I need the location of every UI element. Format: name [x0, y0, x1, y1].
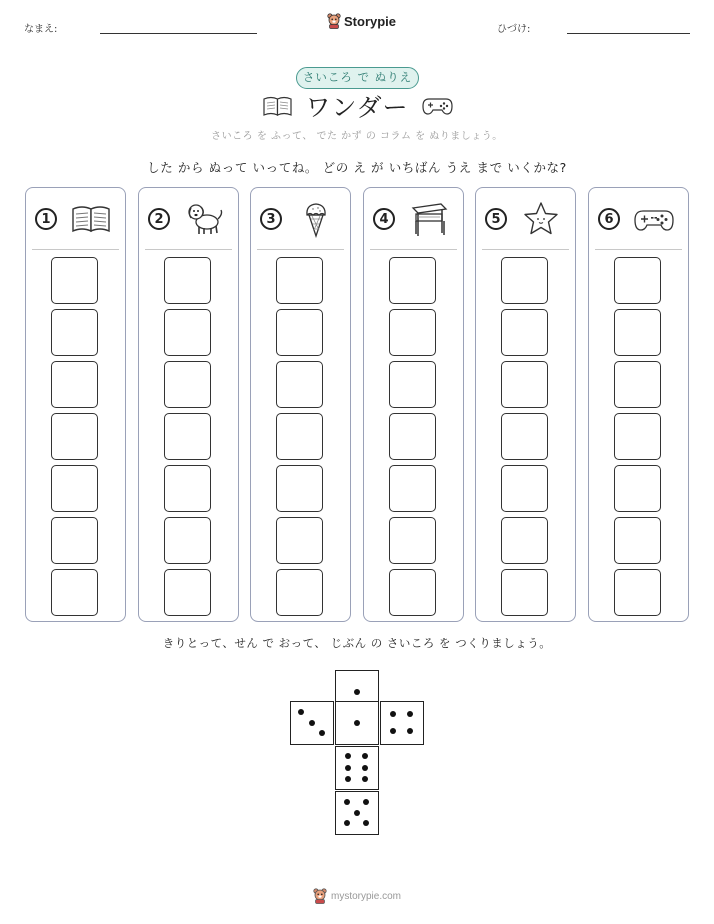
footer [0, 888, 714, 904]
column-divider [595, 249, 682, 250]
die-net [290, 670, 424, 836]
school-desk-icon [408, 200, 450, 238]
coloring-box[interactable] [614, 257, 661, 304]
die-pip [354, 689, 360, 695]
coloring-box[interactable] [389, 257, 436, 304]
column-number: 1 [35, 208, 57, 230]
die-pip [363, 820, 369, 826]
coloring-box[interactable] [614, 517, 661, 564]
die-pip [407, 711, 413, 717]
die-pip [344, 799, 350, 805]
column-divider [257, 249, 344, 250]
coloring-box[interactable] [501, 361, 548, 408]
die-pip [298, 709, 304, 715]
coloring-box[interactable] [276, 413, 323, 460]
coloring-box[interactable] [276, 517, 323, 564]
die-pip [319, 730, 325, 736]
coloring-box[interactable] [501, 413, 548, 460]
coloring-box[interactable] [51, 257, 98, 304]
page-title: ワンダー [305, 93, 409, 122]
coloring-box[interactable] [614, 309, 661, 356]
coloring-box[interactable] [276, 569, 323, 616]
coloring-box[interactable] [164, 257, 211, 304]
die-pip [345, 753, 351, 759]
die-pip [362, 776, 368, 782]
footer-url[interactable]: mystorypie.com [330, 890, 401, 902]
coloring-box[interactable] [614, 569, 661, 616]
die-pip [390, 728, 396, 734]
cut-instruction: きりとって、せん で おって、 じぶん の さいころ を つくりましょう。 [162, 636, 552, 650]
column-number: 5 [485, 208, 507, 230]
book-icon [262, 95, 293, 117]
subtitle: さいころ を ふって、 でた かず の コラム を ぬりましょう。 [211, 131, 503, 142]
column-number: 2 [148, 208, 170, 230]
brand-name: Storypie [344, 13, 397, 29]
coloring-box[interactable] [164, 465, 211, 512]
coloring-box[interactable] [389, 569, 436, 616]
die-face-4 [380, 701, 424, 745]
die-pip [344, 820, 350, 826]
storypie-bear-icon [327, 13, 341, 29]
coloring-box[interactable] [276, 465, 323, 512]
column-divider [145, 249, 232, 250]
column-divider [370, 249, 457, 250]
coloring-box[interactable] [389, 517, 436, 564]
column-6 [588, 187, 689, 622]
column-5 [475, 187, 576, 622]
die-pip [363, 799, 369, 805]
ice-cream-icon [295, 200, 337, 238]
coloring-box[interactable] [501, 465, 548, 512]
coloring-box[interactable] [614, 465, 661, 512]
die-face-3 [290, 701, 334, 745]
die-face-6 [335, 746, 379, 790]
coloring-box[interactable] [51, 569, 98, 616]
puppy-icon [183, 200, 225, 238]
coloring-box[interactable] [501, 569, 548, 616]
coloring-box[interactable] [51, 465, 98, 512]
star-icon [520, 200, 562, 238]
activity-tag: さいころ で ぬりえ [296, 67, 419, 89]
die-face-5 [335, 791, 379, 835]
game-controller-icon [422, 96, 453, 116]
die-pip [345, 776, 351, 782]
coloring-box[interactable] [389, 309, 436, 356]
column-number: 4 [373, 208, 395, 230]
coloring-box[interactable] [164, 517, 211, 564]
column-1 [25, 187, 126, 622]
coloring-box[interactable] [51, 517, 98, 564]
name-label: なまえ: [24, 24, 58, 35]
coloring-box[interactable] [614, 361, 661, 408]
die-face-1 [335, 701, 379, 745]
coloring-box[interactable] [164, 361, 211, 408]
date-line[interactable] [567, 33, 690, 34]
column-number: 6 [598, 208, 620, 230]
column-number: 3 [260, 208, 282, 230]
book-icon [70, 200, 112, 238]
coloring-box[interactable] [501, 517, 548, 564]
name-line[interactable] [100, 33, 257, 34]
die-pip [390, 711, 396, 717]
brand-logo [327, 13, 396, 29]
coloring-box[interactable] [51, 309, 98, 356]
die-pip [309, 720, 315, 726]
storypie-bear-icon [313, 888, 327, 904]
coloring-box[interactable] [51, 361, 98, 408]
coloring-box[interactable] [389, 413, 436, 460]
die-pip [407, 728, 413, 734]
die-pip [362, 765, 368, 771]
column-2 [138, 187, 239, 622]
die-pip [362, 753, 368, 759]
coloring-box[interactable] [614, 413, 661, 460]
coloring-box[interactable] [164, 569, 211, 616]
column-4 [363, 187, 464, 622]
coloring-box[interactable] [501, 309, 548, 356]
coloring-box[interactable] [51, 413, 98, 460]
coloring-box[interactable] [501, 257, 548, 304]
date-label: ひづけ: [497, 24, 531, 35]
coloring-box[interactable] [389, 465, 436, 512]
instruction-text: した から ぬって いってね。 どの え が いちばん うえ まで いくかな? [147, 160, 567, 175]
coloring-box[interactable] [276, 257, 323, 304]
column-3 [250, 187, 351, 622]
die-pip [354, 720, 360, 726]
column-divider [482, 249, 569, 250]
column-divider [32, 249, 119, 250]
game-controller-icon [633, 200, 675, 238]
coloring-box[interactable] [276, 309, 323, 356]
coloring-box[interactable] [164, 413, 211, 460]
die-pip [345, 765, 351, 771]
coloring-box[interactable] [276, 361, 323, 408]
die-pip [354, 810, 360, 816]
coloring-box[interactable] [389, 361, 436, 408]
coloring-box[interactable] [164, 309, 211, 356]
